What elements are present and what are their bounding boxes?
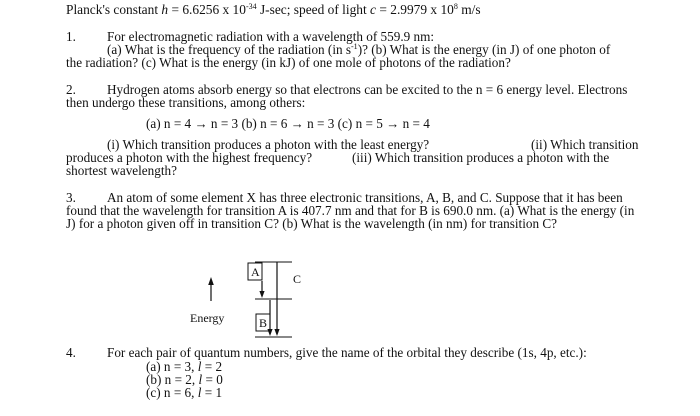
c-exponent: 8 [453,2,458,11]
item-c-l-symbol: l [197,385,202,400]
item-c-suffix: = 1 [201,385,223,400]
transition-a-label: A [251,265,260,279]
transition-c-label: C [293,272,302,286]
p1-line2-part-a: (a) What is the frequency of the radiation (in s [107,42,352,57]
problem-3-line-3: J) for a photon given off in transition C? (b) What is the wavelength (in nm) for transition C? [66,216,558,231]
c-symbol: c [370,2,376,17]
transition-a-arrowhead [259,291,264,298]
problem-2-line-c: shortest wavelength? [66,163,177,178]
header-prefix: Planck's constant [66,2,162,17]
problem-1-line-3: the radiation? (c) What is the energy (in kJ) of one mole of photons of the radiation? [66,55,511,70]
item-b-prefix: (b) n = 2, [146,372,199,387]
problem-4-number: 4. [66,345,76,360]
problem-3-line-2: found that the wavelength for transition A is 407.7 nm and that for B is 690.0 nm. (a) What is the energy (in [66,203,635,218]
problem-2-line-1: Hydrogen atoms absorb energy so that electrons can be excited to the n = 6 energy level. Electrons [107,82,628,97]
item-c-prefix: (c) n = 6, [146,385,198,400]
problem-3-number: 3. [66,190,76,205]
problem-2-line-2: then undergo these transitions, among others: [66,95,306,110]
problem-2-question-i: (i) Which transition produces a photon with the least energy? [107,137,430,152]
problem-2-line-b: produces a photon with the highest frequency? [66,150,313,165]
problem-1-line-1: For electromagnetic radiation with a wavelength of 559.9 nm: [107,29,435,44]
problem-2-transitions: (a) n = 4 → n = 3 (b) n = 6 → n = 3 (c) n = 5 → n = 4 [146,116,430,131]
transition-b-arrowhead [267,329,272,336]
problem-2-number: 2. [66,82,76,97]
c-value: = 2.9979 x 10 [376,2,454,17]
item-a-prefix: (a) n = 3, [146,359,198,374]
h-unit: J-sec; speed of light [256,2,371,17]
c-unit: m/s [457,2,481,17]
problem-2-question-iii: (iii) Which transition produces a photon with the [352,150,610,165]
problem-4-item-c [146,386,222,400]
h-symbol: h [161,2,169,17]
p1-line2-part-b: )? (b) What is the energy (in J) of one photon of [357,42,611,57]
h-value: = 6.6256 x 10 [168,2,246,17]
energy-arrowhead [208,277,214,285]
item-b-l-symbol: l [198,372,203,387]
problem-4-line-1: For each pair of quantum numbers, give the name of the orbital they describe (1s, 4p, etc.): [107,345,587,360]
item-a-l-symbol: l [197,359,202,374]
h-exponent: -34 [245,2,257,11]
energy-label: Energy [190,311,225,325]
item-b-suffix: = 0 [202,372,223,387]
problem-1-number: 1. [66,29,76,44]
problem-2-question-ii-start: (ii) Which transition [531,137,639,152]
item-a-suffix: = 2 [201,359,223,374]
transition-b-label: B [259,316,268,330]
problem-3-line-1: An atom of some element X has three electronic transitions, A, B, and C. Suppose that it has been [107,190,623,205]
transition-c-arrowhead [274,329,279,336]
p1-line2-exponent: -1 [351,42,358,51]
